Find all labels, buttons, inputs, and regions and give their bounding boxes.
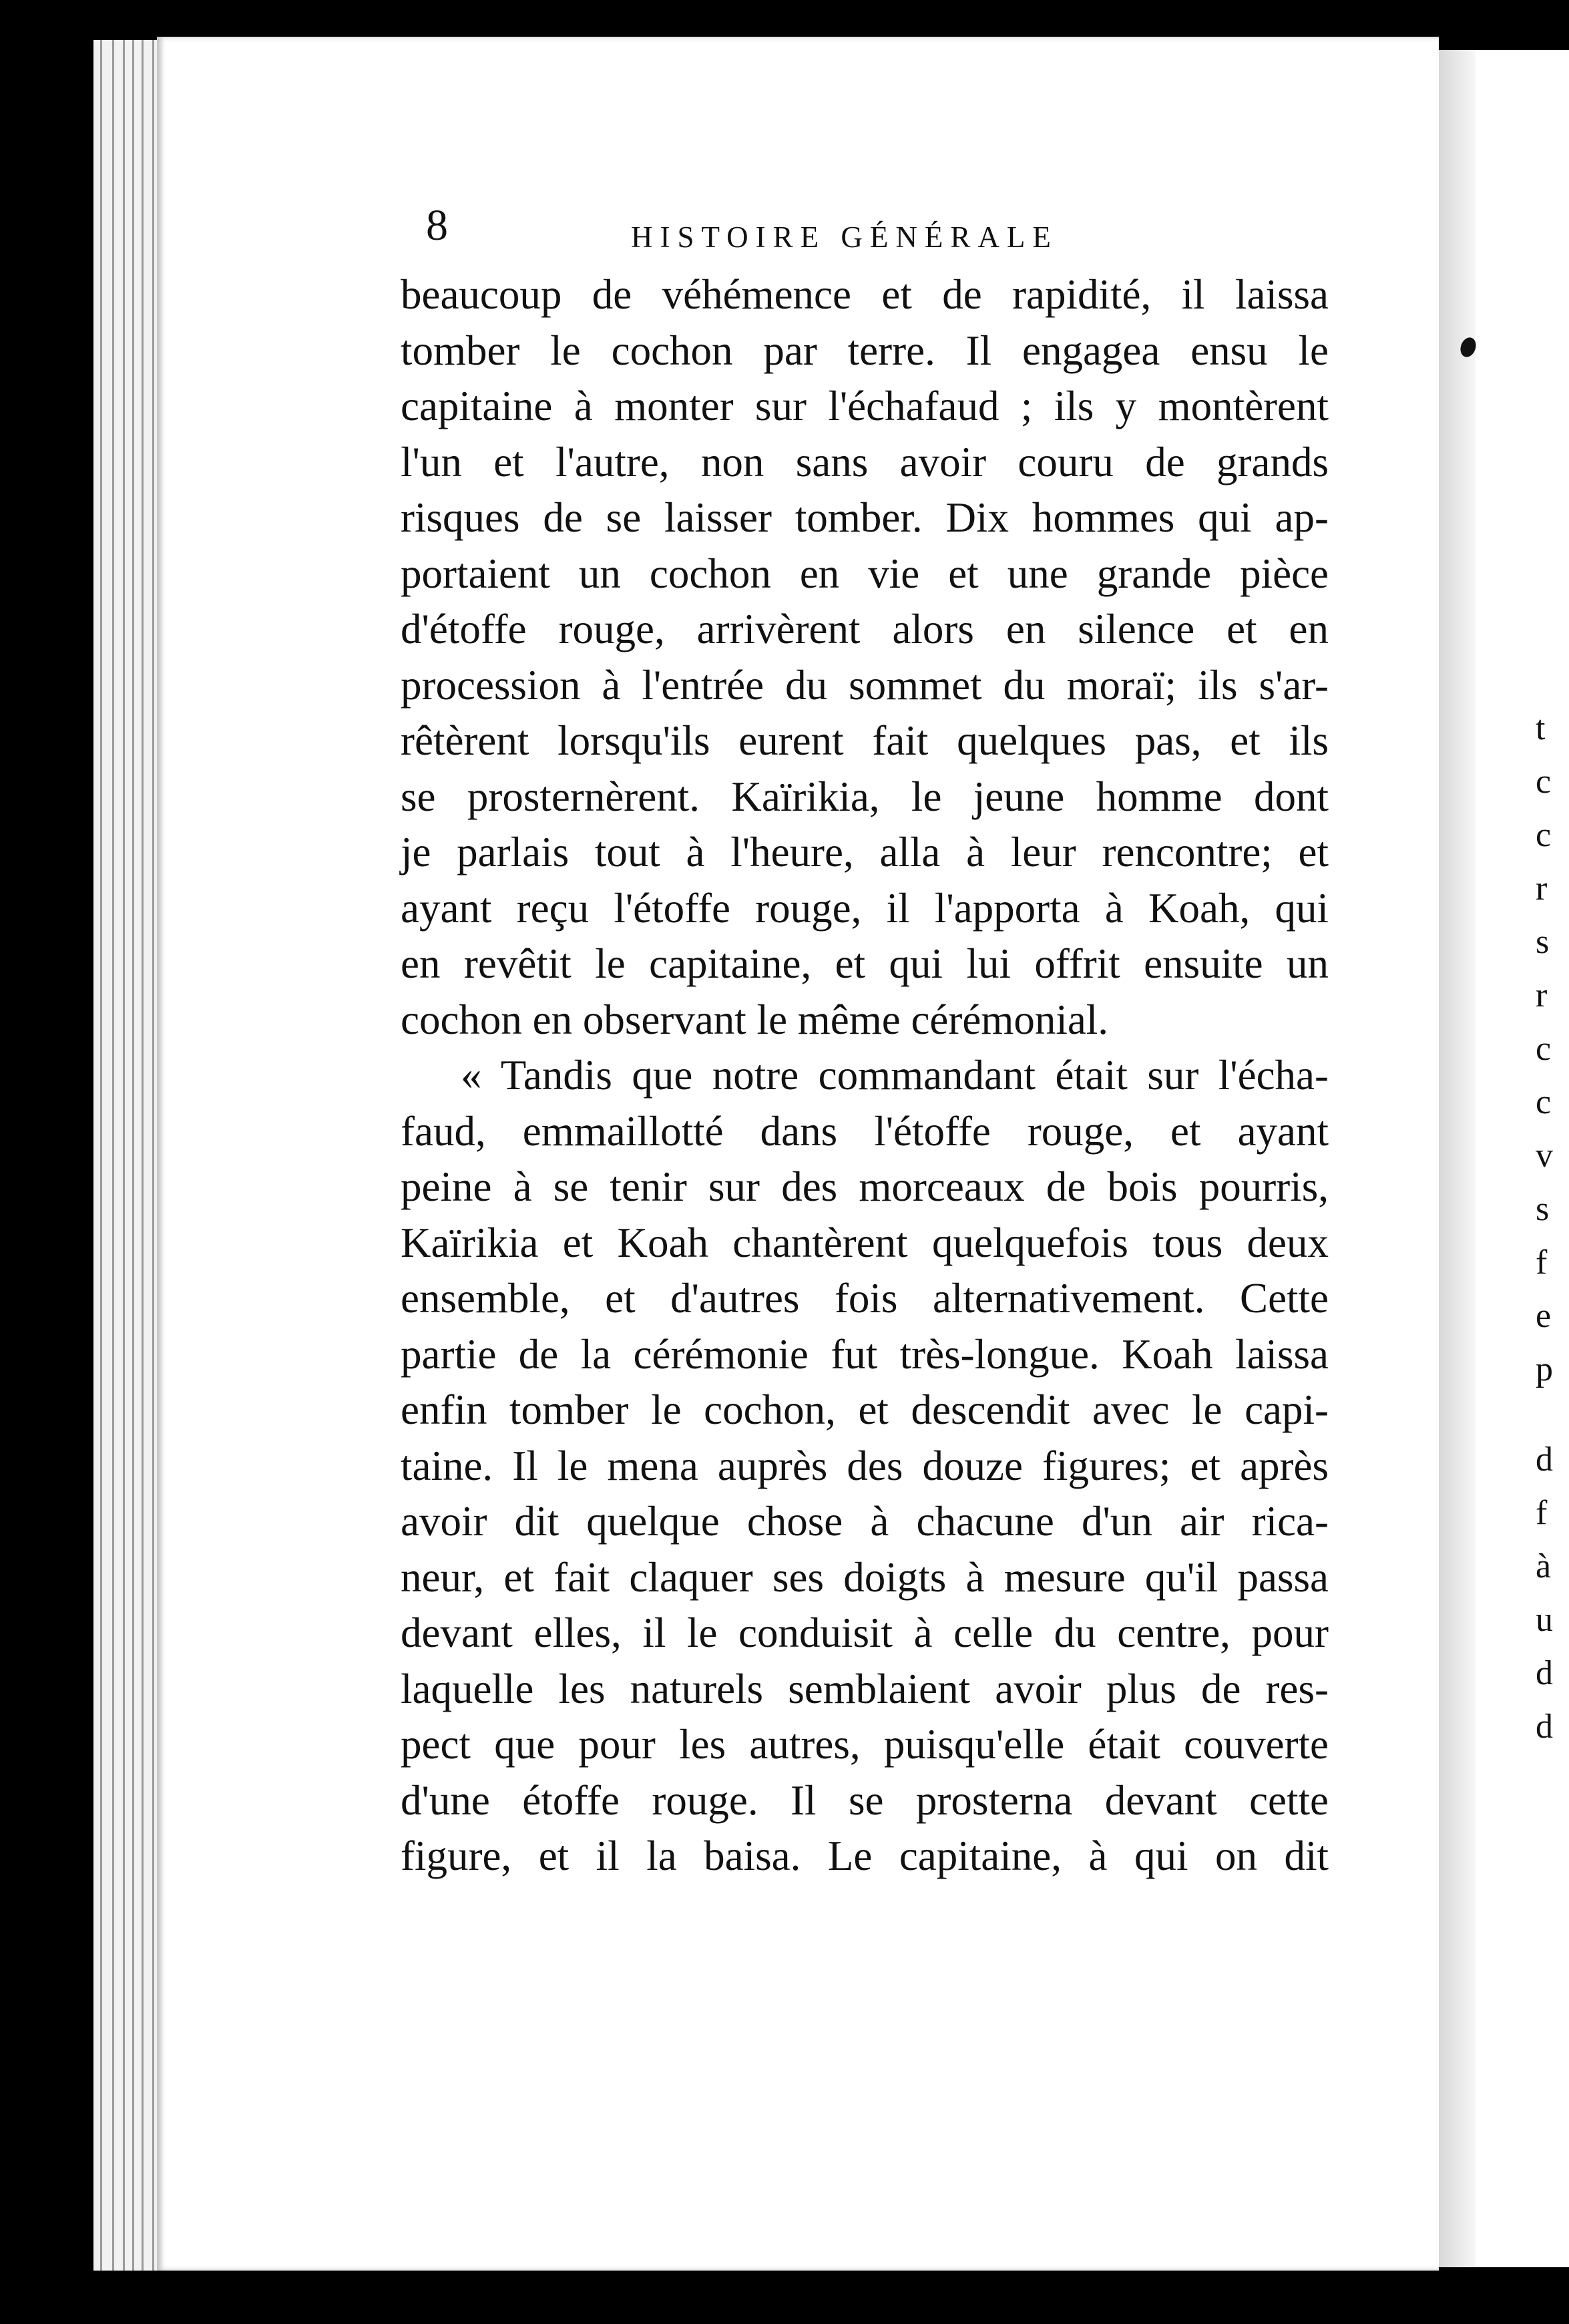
text-line: risques de se laisser tomber. Dix hommes qui ap- [401, 494, 1329, 541]
text-line: beaucoup de véhémence et de rapidité, il laissa [401, 271, 1329, 318]
facing-fragment: f [1536, 1243, 1548, 1282]
facing-fragment: v [1536, 1137, 1553, 1175]
text-line: ensemble, et d'autres fois alternativement. Cette [401, 1275, 1329, 1322]
text-line: ayant reçu l'étoffe rouge, il l'apporta à Koah, qui [401, 884, 1329, 932]
text-line: « Tandis que notre commandant était sur l'écha- [461, 1052, 1329, 1099]
page-edge [100, 40, 102, 2271]
text-line: tomber le cochon par terre. Il engagea ensu le [401, 327, 1329, 374]
text-line: Kaïrikia et Koah chantèrent quelquefois tous deux [401, 1219, 1329, 1266]
facing-fragment: t [1536, 709, 1546, 747]
text-line: laquelle les naturels semblaient avoir plus de res- [401, 1665, 1329, 1712]
facing-fragment: r [1536, 976, 1548, 1014]
text-line: figure, et il la baisa. Le capitaine, à qui on dit [401, 1832, 1329, 1879]
facing-fragment: s [1536, 923, 1550, 961]
page-edge [152, 40, 154, 2271]
page-edge [112, 40, 114, 2271]
text-line: cochon en observant le même cérémonial. [401, 996, 1109, 1043]
text-line: faud, emmaillotté dans l'étoffe rouge, et ayant [401, 1107, 1329, 1155]
text-line: l'un et l'autre, non sans avoir couru de grands [401, 438, 1329, 486]
facing-fragment: s [1536, 1190, 1550, 1228]
page-number: 8 [426, 201, 448, 250]
text-line: capitaine à monter sur l'échafaud ; ils y montèrent [401, 383, 1329, 429]
body-text [401, 267, 1329, 1885]
text-line: je parlais tout à l'heure, alla à leur rencontre; et [401, 829, 1329, 876]
text-line: d'une étoffe rouge. Il se prosterna devant cette [401, 1776, 1329, 1824]
facing-fragment: u [1536, 1601, 1553, 1639]
page-edge [142, 40, 144, 2271]
facing-fragment: f [1536, 1494, 1548, 1532]
text-line: portaient un cochon en vie et une grande pièce [401, 550, 1329, 597]
facing-fragment: c [1536, 1083, 1552, 1121]
text-line: d'étoffe rouge, arrivèrent alors en silence et en [401, 606, 1329, 652]
text-line: peine à se tenir sur des morceaux de bois pourris, [401, 1163, 1329, 1210]
facing-fragment: à [1536, 1547, 1552, 1585]
facing-fragment: d [1536, 1708, 1553, 1746]
text-line: taine. Il le mena auprès des douze figures; et après [401, 1442, 1329, 1489]
text-line: pect que pour les autres, puisqu'elle était couverte [401, 1721, 1329, 1768]
text-line: se prosternèrent. Kaïrikia, le jeune homme dont [401, 773, 1329, 820]
text-line: en revêtit le capitaine, et qui lui offrit ensuite un [401, 940, 1329, 987]
facing-page-gutter [1439, 50, 1476, 2267]
text-line: partie de la cérémonie fut très-longue. Koah laissa [401, 1330, 1329, 1378]
text-line: avoir dit quelque chose à chacune d'un air rica- [401, 1498, 1329, 1545]
facing-fragment: r [1536, 869, 1548, 908]
text-line: procession à l'entrée du sommet du moraï; ils s'ar- [401, 661, 1329, 709]
facing-fragment: c [1536, 763, 1552, 801]
facing-fragment: d [1536, 1440, 1553, 1479]
text-line: rêtèrent lorsqu'ils eurent fait quelques pas, et ils [401, 717, 1329, 764]
text-line: devant elles, il le conduisit à celle du centre, pour [401, 1609, 1329, 1656]
facing-fragment: c [1536, 1030, 1552, 1068]
running-head-title: HISTOIRE GÉNÉRALE [631, 220, 1058, 254]
text-line: neur, et fait claquer ses doigts à mesure qu'il passa [401, 1553, 1329, 1601]
facing-fragment: d [1536, 1654, 1553, 1692]
facing-fragment: e [1536, 1297, 1552, 1335]
facing-fragment: c [1536, 816, 1552, 854]
page-edge [132, 40, 134, 2271]
text-line: enfin tomber le cochon, et descendit avec le capi- [401, 1386, 1329, 1433]
facing-fragment: p [1536, 1350, 1553, 1388]
page-edge [123, 40, 125, 2271]
